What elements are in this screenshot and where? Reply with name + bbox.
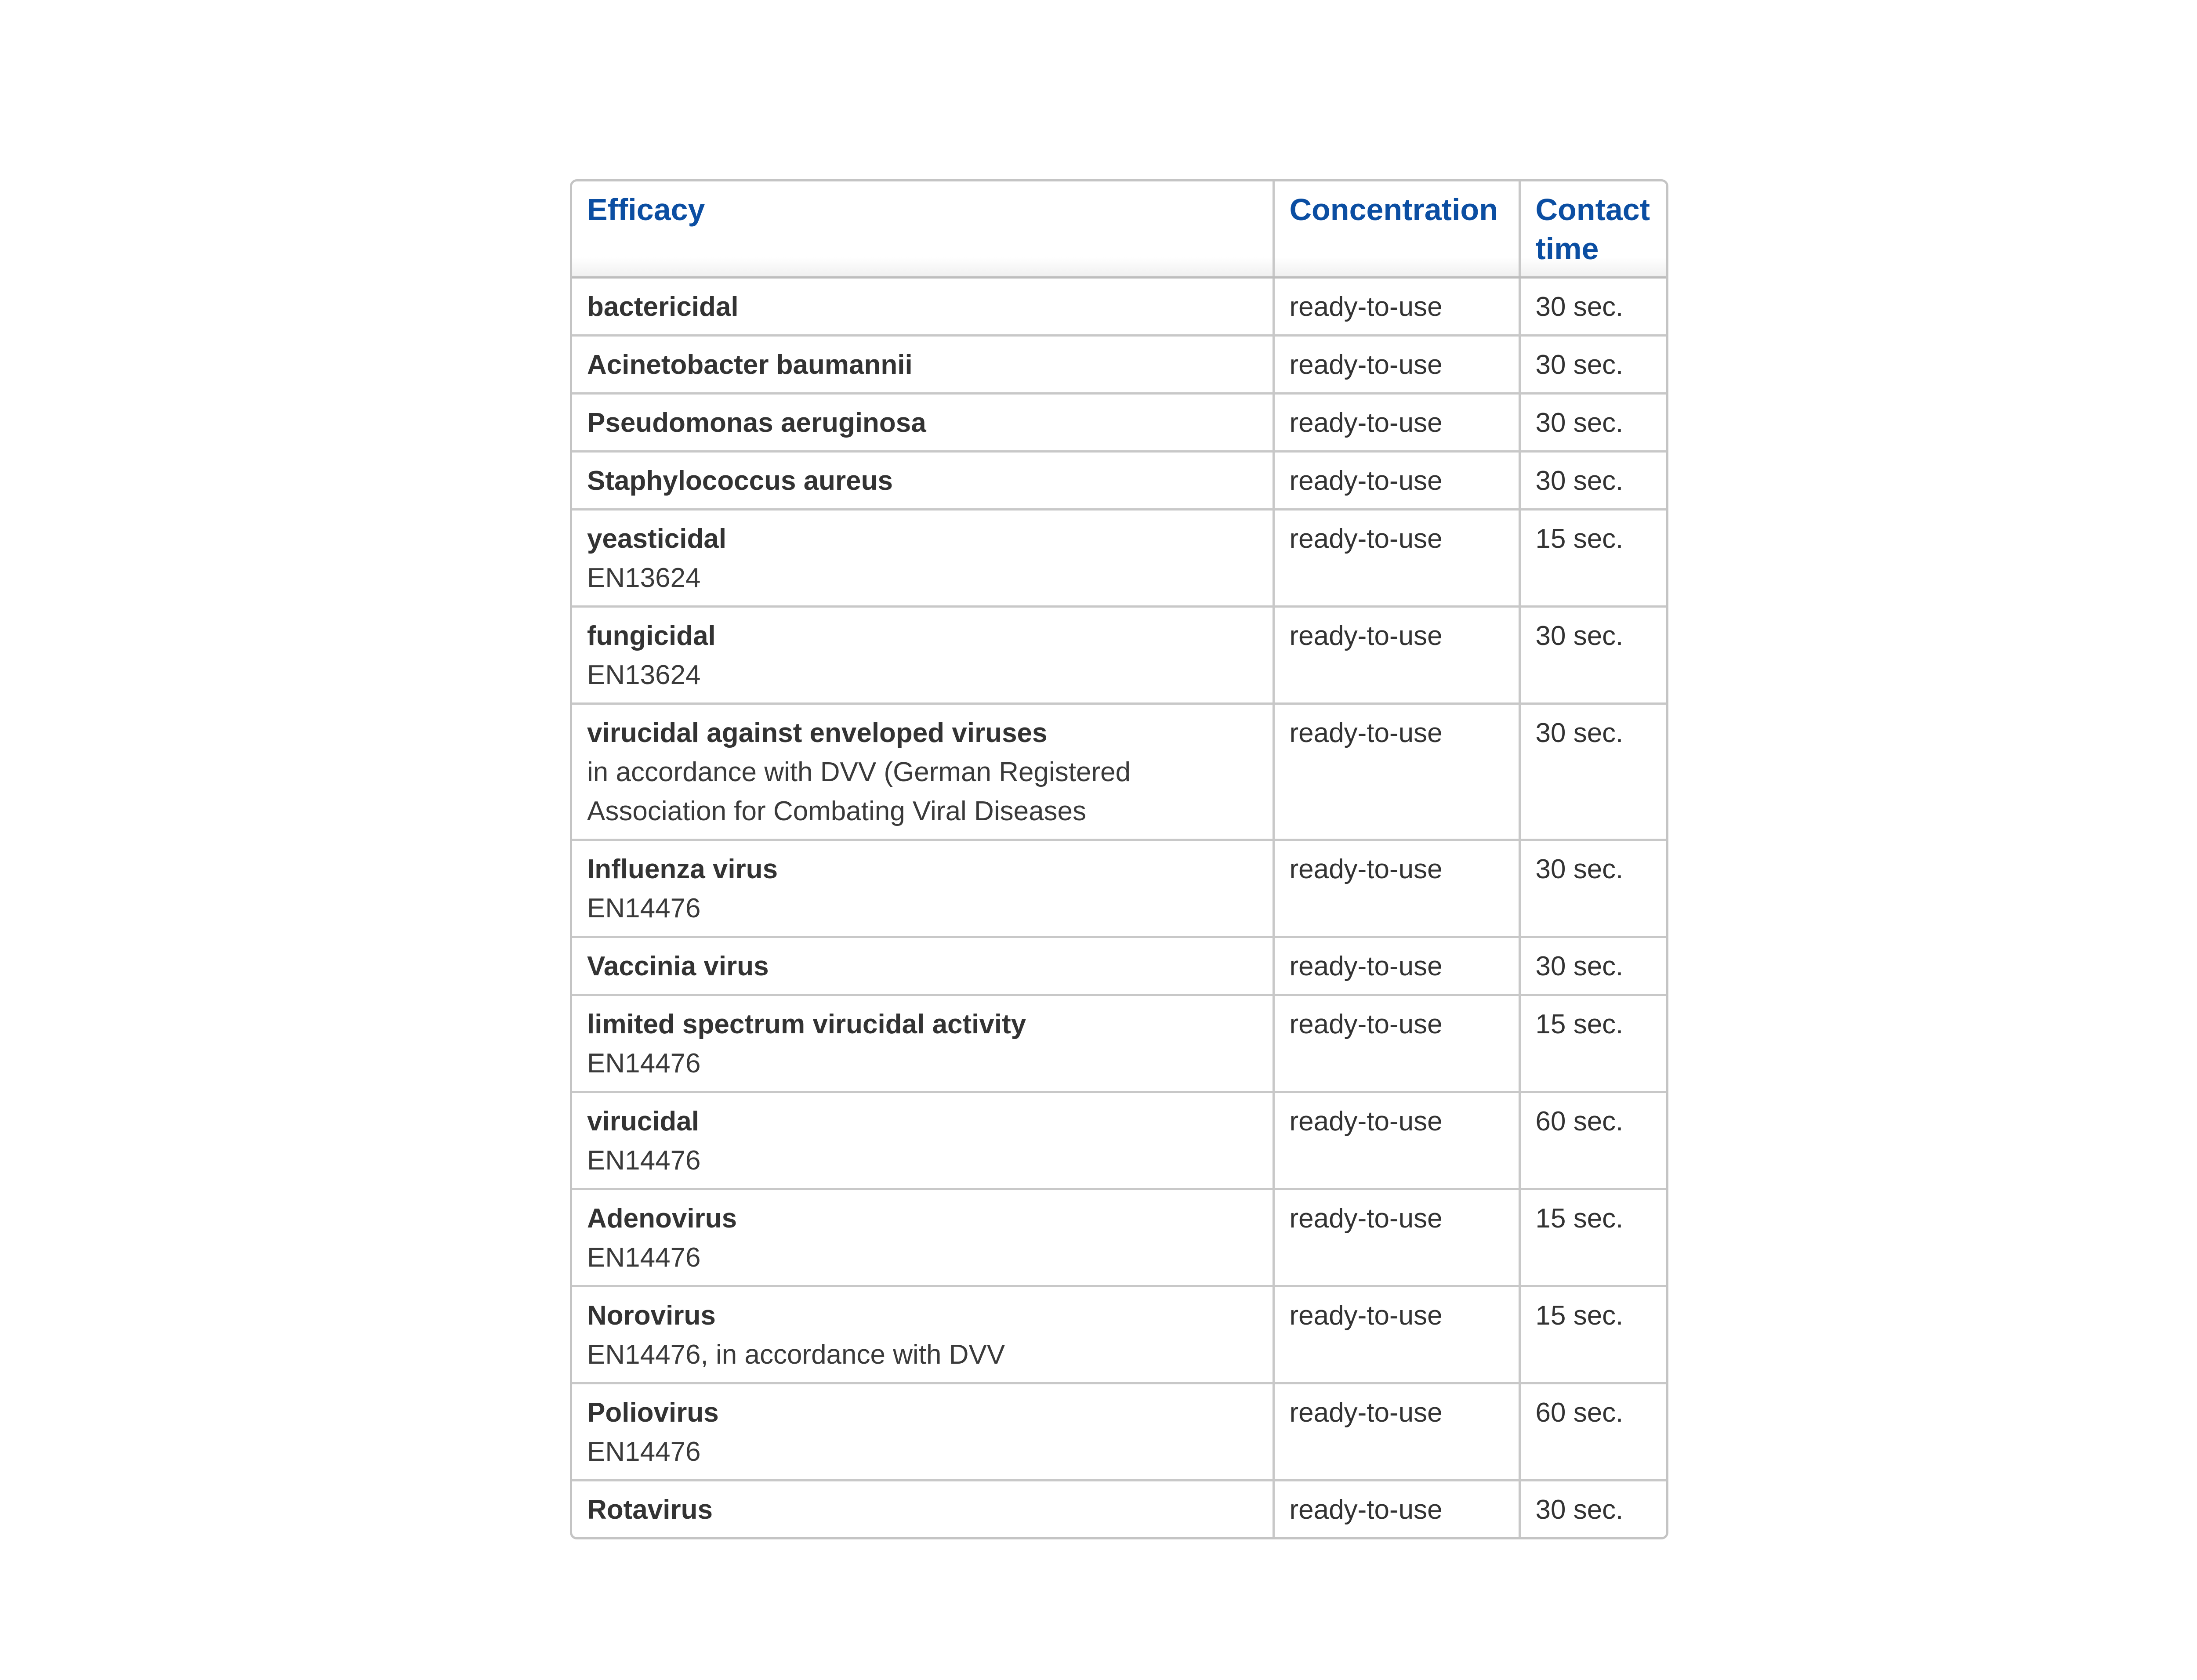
contact-time-cell: 15 sec. bbox=[1519, 1286, 1666, 1383]
efficacy-cell bbox=[572, 704, 1273, 840]
efficacy-name: yeasticidal bbox=[587, 524, 727, 554]
efficacy-name: Rotavirus bbox=[587, 1495, 713, 1525]
contact-time-cell: 30 sec. bbox=[1519, 278, 1666, 336]
efficacy-note: EN14476 bbox=[587, 1437, 701, 1467]
table-row bbox=[572, 1286, 1666, 1383]
efficacy-cell bbox=[572, 278, 1273, 336]
concentration-cell: ready-to-use bbox=[1273, 1092, 1519, 1189]
table-row bbox=[572, 278, 1666, 336]
table-row bbox=[572, 995, 1666, 1092]
table-row bbox=[572, 1189, 1666, 1286]
efficacy-data-table bbox=[572, 181, 1666, 1537]
efficacy-name: Norovirus bbox=[587, 1300, 716, 1331]
concentration-cell: ready-to-use bbox=[1273, 704, 1519, 840]
efficacy-note: EN14476 bbox=[587, 1048, 701, 1079]
concentration-cell: ready-to-use bbox=[1273, 336, 1519, 394]
contact-time-cell: 30 sec. bbox=[1519, 336, 1666, 394]
efficacy-name: Pseudomonas aeruginosa bbox=[587, 408, 926, 438]
concentration-cell: ready-to-use bbox=[1273, 840, 1519, 937]
efficacy-name: limited spectrum virucidal activity bbox=[587, 1009, 1026, 1039]
concentration-cell: ready-to-use bbox=[1273, 510, 1519, 607]
table-row bbox=[572, 510, 1666, 607]
efficacy-note: in accordance with DVV (German Registered Association for Combating Viral Diseases bbox=[587, 757, 1131, 826]
header-efficacy: Efficacy bbox=[572, 181, 1273, 278]
concentration-cell: ready-to-use bbox=[1273, 1189, 1519, 1286]
efficacy-cell bbox=[572, 937, 1273, 995]
efficacy-name: fungicidal bbox=[587, 621, 716, 651]
contact-time-cell: 60 sec. bbox=[1519, 1383, 1666, 1481]
efficacy-cell bbox=[572, 840, 1273, 937]
table-row bbox=[572, 704, 1666, 840]
efficacy-name: Vaccinia virus bbox=[587, 951, 769, 981]
table-row bbox=[572, 336, 1666, 394]
efficacy-cell bbox=[572, 394, 1273, 452]
efficacy-name: Adenovirus bbox=[587, 1203, 737, 1234]
concentration-cell: ready-to-use bbox=[1273, 1481, 1519, 1538]
table-row bbox=[572, 937, 1666, 995]
efficacy-note: EN13624 bbox=[587, 660, 701, 690]
efficacy-name: Staphylococcus aureus bbox=[587, 466, 893, 496]
contact-time-cell: 15 sec. bbox=[1519, 995, 1666, 1092]
efficacy-name: virucidal bbox=[587, 1106, 699, 1137]
contact-time-cell: 15 sec. bbox=[1519, 510, 1666, 607]
table-header bbox=[572, 181, 1666, 278]
table-body bbox=[572, 278, 1666, 1538]
efficacy-cell bbox=[572, 995, 1273, 1092]
contact-time-cell: 30 sec. bbox=[1519, 937, 1666, 995]
concentration-cell: ready-to-use bbox=[1273, 937, 1519, 995]
efficacy-table bbox=[570, 179, 1668, 1539]
contact-time-cell: 15 sec. bbox=[1519, 1189, 1666, 1286]
efficacy-cell bbox=[572, 1189, 1273, 1286]
table-row bbox=[572, 1092, 1666, 1189]
contact-time-cell: 30 sec. bbox=[1519, 394, 1666, 452]
concentration-cell: ready-to-use bbox=[1273, 1286, 1519, 1383]
efficacy-name: bactericidal bbox=[587, 292, 739, 322]
table-row bbox=[572, 607, 1666, 704]
efficacy-note: EN14476, in accordance with DVV bbox=[587, 1340, 1005, 1370]
concentration-cell: ready-to-use bbox=[1273, 1383, 1519, 1481]
concentration-cell: ready-to-use bbox=[1273, 607, 1519, 704]
efficacy-cell bbox=[572, 1481, 1273, 1538]
header-row bbox=[572, 181, 1666, 278]
table-row bbox=[572, 1383, 1666, 1481]
efficacy-cell bbox=[572, 452, 1273, 510]
concentration-cell: ready-to-use bbox=[1273, 394, 1519, 452]
efficacy-cell bbox=[572, 336, 1273, 394]
efficacy-name: virucidal against enveloped viruses bbox=[587, 718, 1048, 748]
efficacy-name: Poliovirus bbox=[587, 1398, 719, 1428]
table-row bbox=[572, 452, 1666, 510]
efficacy-note: EN14476 bbox=[587, 1242, 701, 1273]
efficacy-cell bbox=[572, 607, 1273, 704]
contact-time-cell: 30 sec. bbox=[1519, 704, 1666, 840]
contact-time-cell: 30 sec. bbox=[1519, 452, 1666, 510]
efficacy-name: Influenza virus bbox=[587, 854, 778, 884]
efficacy-cell bbox=[572, 1092, 1273, 1189]
table-row bbox=[572, 394, 1666, 452]
contact-time-cell: 30 sec. bbox=[1535, 1495, 1624, 1525]
header-concentration: Concentration bbox=[1273, 181, 1519, 278]
efficacy-note: EN13624 bbox=[587, 563, 701, 593]
contact-time-cell: 60 sec. bbox=[1519, 1092, 1666, 1189]
efficacy-cell bbox=[572, 1383, 1273, 1481]
concentration-cell: ready-to-use bbox=[1273, 995, 1519, 1092]
efficacy-cell bbox=[572, 1286, 1273, 1383]
contact-time-cell: 30 sec. bbox=[1519, 840, 1666, 937]
table-row bbox=[572, 840, 1666, 937]
efficacy-cell bbox=[572, 510, 1273, 607]
efficacy-note: EN14476 bbox=[587, 1145, 701, 1176]
efficacy-name: Acinetobacter baumannii bbox=[587, 350, 913, 380]
concentration-cell: ready-to-use bbox=[1273, 452, 1519, 510]
efficacy-note: EN14476 bbox=[587, 893, 701, 923]
table-row bbox=[572, 1481, 1666, 1538]
concentration-cell: ready-to-use bbox=[1273, 278, 1519, 336]
header-contact-time: Contact time bbox=[1519, 181, 1666, 278]
contact-time-cell: 30 sec. bbox=[1519, 607, 1666, 704]
